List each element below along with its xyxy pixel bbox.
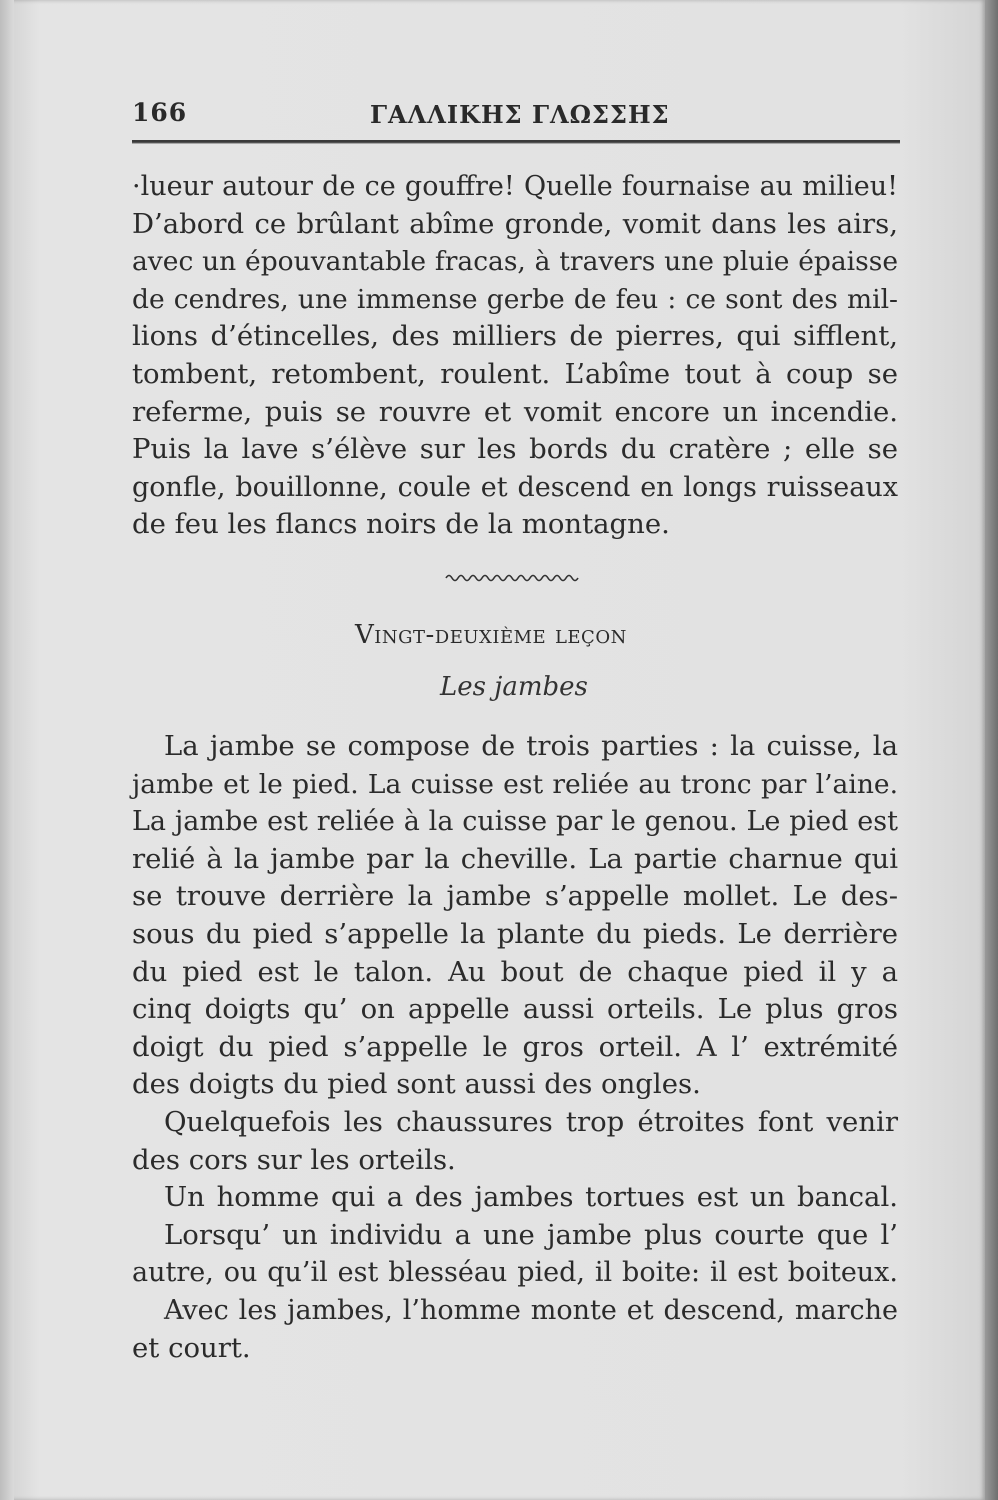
text-line: de feu les flancs noirs de la montagne. <box>132 508 670 541</box>
wavy-ornament <box>444 570 584 586</box>
page-number: 166 <box>132 98 188 127</box>
text-line: avec un épouvantable fracas, à travers une pluie épaisse <box>132 246 898 278</box>
text-line: cinq doigts qu’ on appelle aussi orteils. Le plus gros <box>132 993 898 1026</box>
text-line: ·lueur autour de ce gouffre! Quelle fournaise au milieu! <box>132 171 898 202</box>
volcano-paragraph <box>132 168 898 544</box>
text-line: doigt du pied s’appelle le gros orteil. A l’ extrémité <box>132 1030 898 1063</box>
text-line: sous du pied s’appelle la plante du pieds. Le derrière <box>132 917 898 950</box>
text-line: Avec les jambes, l’homme monte et descend, marche <box>164 1294 898 1326</box>
lesson-title: Vingt-deuxième leçon <box>355 620 627 650</box>
text-line: se trouve derrière la jambe s’appelle mollet. Le des- <box>132 880 898 913</box>
text-line: relié à la jambe par la cheville. La partie charnue qui <box>132 842 898 875</box>
text-line: lions d’étincelles, des milliers de pierres, qui sifflent, <box>132 320 898 353</box>
running-head: ΓΑΛΛΙΚΗΣ ΓΛΩΣΣΗΣ <box>370 100 670 129</box>
text-line: Un homme qui a des jambes tortues est un bancal. <box>164 1181 898 1214</box>
text-line: La jambe se compose de trois parties : la cuisse, la <box>164 730 898 762</box>
legs-lesson-text <box>132 728 898 1367</box>
text-line: et court. <box>132 1331 251 1364</box>
text-line: jambe et le pied. La cuisse est reliée au tronc par l’aine. <box>132 768 898 800</box>
text-line: des cors sur les orteils. <box>132 1143 456 1176</box>
text-line: D’abord ce brûlant abîme gronde, vomit dans les airs, <box>132 207 898 240</box>
text-line: autre, ou qu’il est blesséau pied, il boite: il est boiteux. <box>132 1257 898 1289</box>
text-line: du pied est le talon. Au bout de chaque pied il y a <box>132 955 898 988</box>
text-line: referme, puis se rouvre et vomit encore un incendie. <box>132 395 898 428</box>
text-line: tombent, retombent, roulent. L’abîme tout à coup se <box>132 357 898 390</box>
page-gutter <box>0 0 14 1500</box>
header-rule <box>132 140 900 144</box>
lesson-subtitle: Les jambes <box>440 672 588 702</box>
text-line: Lorsqu’ un individu a une jambe plus courte que l’ <box>164 1218 898 1251</box>
text-line: Quelquefois les chaussures trop étroites font venir <box>164 1105 898 1138</box>
page-edge <box>985 0 998 1500</box>
text-line: La jambe est reliée à la cuisse par le genou. Le pied est <box>132 806 898 838</box>
text-line: Puis la lave s’élève sur les bords du cratère ; elle se <box>132 433 898 466</box>
page-header <box>132 98 898 138</box>
text-line: de cendres, une immense gerbe de feu : ce sont des mil- <box>132 283 898 315</box>
text-line: gonfle, bouillonne, coule et descend en longs ruisseaux <box>132 471 898 503</box>
text-line: des doigts du pied sont aussi des ongles. <box>132 1068 701 1101</box>
